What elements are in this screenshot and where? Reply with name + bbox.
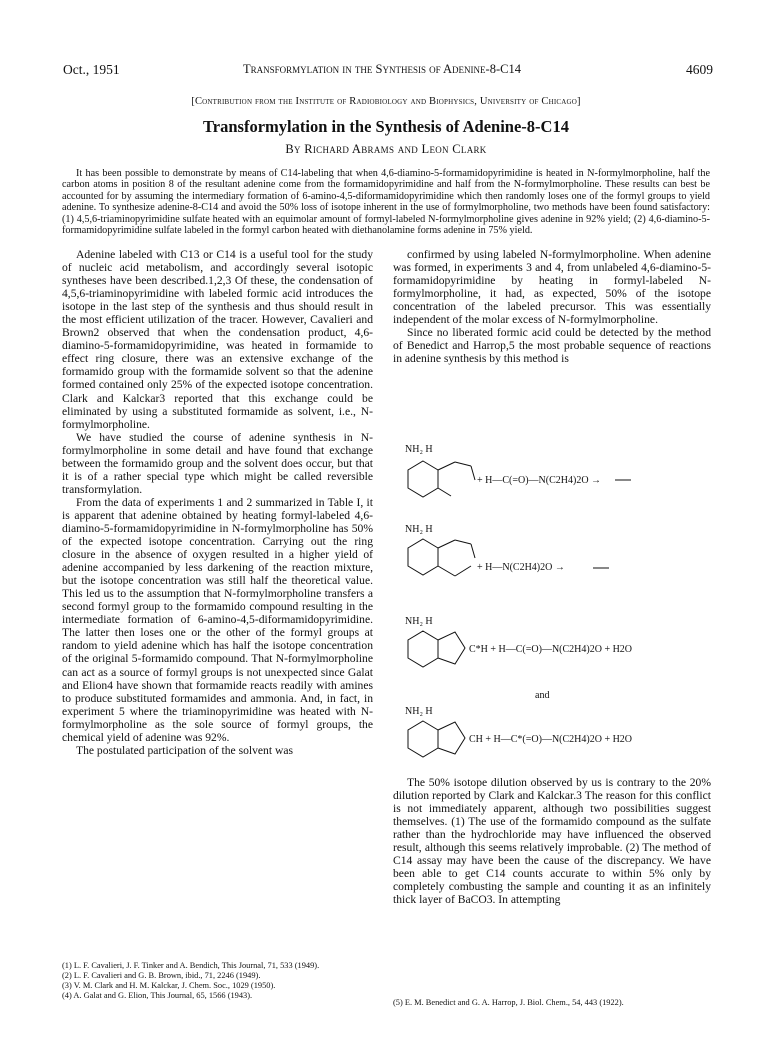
paragraph: From the data of experiments 1 and 2 summarized in Table I, it is apparent that adenine obtained by heating formyl-labeled 4,6-diamino-5-formamidopyrimidine in N-formylmorpholine has 50% of the expected isotope concentration. Carrying out the ring closure in the absence of oxygen resulted in a higher yield of adenine accompanied by less darkening of the reaction mixture, but the isotope concentration was still half the theoretical value. This led us to the assumption that N-formylmorpholine transfers a second formyl group to the formamido compound resulting in the intermediate formation of 6-amino-4,5-diformamidopyrimidine. The latter then loses one or the other of the formyl groups at random to yield adenine which has half the isotope concentration of the original 5-formamido compound. That N-formylmorpholine can act as a source of formyl groups is not unexpected since Galat and Elion4 have shown that formamide reacts readily with amines to produce substituted formamides and ammonia. And, in fact, in experiment 5 where the triaminopyrimidine was heated with N-formylmorpholine as the sole source of formyl groups, the chemical yield of adenine was 92%. bbox=[62, 495, 373, 744]
reaction-scheme bbox=[393, 436, 711, 771]
footnote: (4) A. Galat and G. Elion, This Journal, 65, 1566 (1943). bbox=[62, 991, 253, 1000]
scheme-text-3: C*H + H—C(=O)—N(C2H4)2O + H2O bbox=[469, 644, 633, 655]
right-column-continued bbox=[393, 776, 711, 906]
paragraph: Since no liberated formic acid could be detected by the method of Benedict and Harrop,5 the most probable sequence of reactions in adenine synthesis by this method is bbox=[393, 326, 711, 366]
scheme-and: and bbox=[535, 690, 550, 701]
left-column bbox=[62, 248, 373, 757]
abstract: It has been possible to demonstrate by means of C14-labeling that when 4,6-diamino-5-formamidopyrimidine is heated in N-formylmorpholine, half the carbon atoms in position 8 of the resultant adenine come from the formamidopyrimidine and half from the N-formylmorpholine. These results can best be accounted for by assuming the intermediary formation of 6-amino-4,5-diformamidopyrimidine which then randomly loses one of the formyl groups to yield adenine. To synthesize adenine-8-C14 and avoid the 50% loss of isotope inherent in the use of formylmorpholine, two methods have been found satisfactory: (1) 4,5,6-triaminopyrimidine sulfate heated with an equimolar amount of formyl-labeled N-formylmorpholine gives adenine in 92% yield; (2) 4,6-diamino-5-formamidopyrimidine sulfate labeled in the formyl carbon heated with diethanolamine forms adenine in 75% yield. bbox=[62, 168, 710, 237]
footnote: (3) V. M. Clark and H. M. Kalckar, J. Chem. Soc., 1029 (1950). bbox=[62, 981, 276, 990]
footnote: (1) L. F. Cavalieri, J. F. Tinker and A. Bendich, This Journal, 71, 533 (1949). bbox=[62, 961, 320, 970]
svg-text:NH₂ H: NH₂ H bbox=[405, 524, 433, 535]
scheme-text-1: + H—C(=O)—N(C2H4)2O → bbox=[477, 475, 602, 486]
footnote: (5) E. M. Benedict and G. A. Harrop, J. Biol. Chem., 54, 443 (1922). bbox=[393, 998, 624, 1007]
paragraph: Adenine labeled with C13 or C14 is a useful tool for the study of nucleic acid metabolism, and accordingly several isotopic syntheses have been described.1,2,3 Of these, the condensation of 4,5,6-triaminopyrimidine with labeled formic acid introduces the isotope in the last step of the synthesis and thus should result in the most efficient utilization of the tracer. However, Cavalieri and Brown2 observed that when the condensation product, 4,6-diamino-5-formamidopyrimidine, was heated in formamide to effect ring closure, there was an extensive exchange of the formamido group with the formamide solvent so that the adenine formed contained only 25% of the expected isotope concentration. Clark and Kalckar3 reported that this exchange could be eliminated by using a substituted formamide as solvent, i.e., N-formylmorpholine. bbox=[62, 248, 373, 431]
left-footnotes bbox=[62, 961, 373, 1001]
header-date: Oct., 1951 bbox=[63, 62, 120, 77]
footnote: (2) L. F. Cavalieri and G. B. Brown, ibid., 71, 2246 (1949). bbox=[62, 971, 261, 980]
contribution-line: [Contribution from the Institute of Radiobiology and Biophysics, University of Chicago] bbox=[191, 96, 581, 107]
svg-text:NH₂ H: NH₂ H bbox=[405, 706, 433, 717]
byline: By Richard Abrams and Leon Clark bbox=[285, 142, 487, 156]
reaction-scheme-drawing bbox=[393, 436, 711, 771]
svg-text:NH₂ H: NH₂ H bbox=[405, 616, 433, 627]
header-running-title: Transformylation in the Synthesis of Adenine-8-C14 bbox=[243, 62, 521, 76]
nh2-label: NH₂ H bbox=[405, 444, 433, 455]
header-page-number: 4609 bbox=[686, 62, 713, 77]
right-footnotes bbox=[393, 998, 711, 1008]
scheme-text-2: + H—N(C2H4)2O → bbox=[477, 562, 565, 573]
paragraph: The postulated participation of the solvent was bbox=[76, 743, 294, 757]
right-column bbox=[393, 248, 711, 365]
paragraph: We have studied the course of adenine synthesis in N-formylmorpholine in some detail and have found that exchange between the formamido group and the solvent does occur, but that it is of a rather special type which might be called reversible transformylation. bbox=[62, 430, 373, 496]
paragraph: confirmed by using labeled N-formylmorpholine. When adenine was formed, in experiments 3 and 4, from unlabeled 4,6-diamino-5-formamidopyrimidine by heating in formyl-labeled N-formylmorpholine, it had, as expected, 50% of the isotope concentration of the labeled precursor. This was essentially independent of the molar excess of N-formylmorpholine. bbox=[393, 248, 711, 327]
scheme-text-4: CH + H—C*(=O)—N(C2H4)2O + H2O bbox=[469, 734, 633, 745]
article-title: Transformylation in the Synthesis of Adenine-8-C14 bbox=[203, 117, 569, 136]
paragraph: The 50% isotope dilution observed by us is contrary to the 20% dilution reported by Clark and Kalckar.3 The reason for this conflict is not immediately apparent, although two possibilities suggest themselves. (1) The use of the formamido compound as the sulfate rather than the hydrochloride may have influenced the observed result, although this seems relatively improbable. (2) The method of C14 assay may have been the cause of the discrepancy. We have been able to get C14 counts accurate to within 5% only by completely combusting the sample and counting it as an infinitely thick layer of BaCO3. In attempting bbox=[393, 776, 711, 907]
running-header bbox=[63, 62, 713, 78]
